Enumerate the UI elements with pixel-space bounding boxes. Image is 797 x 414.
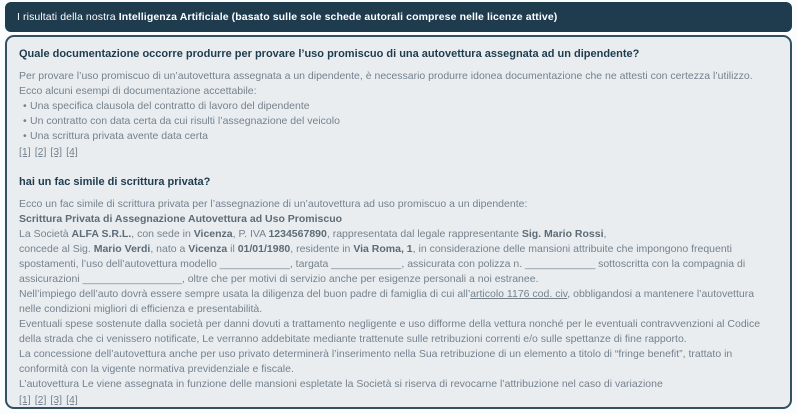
bullet-icon: • [23,130,27,142]
citation-link[interactable]: [1] [19,394,31,406]
answer-block [19,69,778,160]
body-text: , rappresentata dal legale rappresentante [326,228,522,240]
body-text: , con sede in [131,228,194,240]
body-text: , obbligandosi a mantenere l’autovettura nelle condizioni migliori di efficienza e presentabilità. [19,288,755,315]
section-spacer [19,160,778,173]
citation-link[interactable]: [4] [66,146,78,158]
body-text: La concessione dell’autovettura anche per uso privato determinerà l’inserimento nella Sua retribuzione di un elemento a titolo di “fringe benefit”, trattato in conformità con la vigente normativa previdenziale e fiscale. [19,348,733,375]
answer-block [19,197,778,408]
answer-paragraph [19,212,778,227]
body-text: , [603,228,607,240]
body-text: Ecco un fac simile di scrittura privata per l’assegnazione di un’autovettura ad uso promiscuo a un dipendente: [19,198,528,210]
answer-paragraph [19,377,778,392]
body-text: Nell’impiego dell’auto dovrà essere sempre usata la diligenza del buon padre di famiglia di cui all’ [19,288,471,300]
answer-paragraph [19,197,778,212]
body-text: , residente in [290,243,354,255]
answer-paragraph [19,317,778,347]
bold-text: Sig. Mario Rossi [521,228,604,240]
body-text: , in considerazione delle mansioni attribuite che impongono frequenti spostamenti, l’uso dell’autovettura modello ____________, targata ____________, assicurata con polizza n. ____________ sottoscritta con la compagnia di assicurazioni _________________, oltre che per motivi di servizio anche per esigenze personali a noi estranee. [19,243,746,285]
bullet-text: Una scrittura privata avente data certa [30,130,209,142]
body-text: Per provare l’uso promiscuo di un’autovettura assegnata a un dipendente, è necessario produrre idonea documentazione che ne attesti con certezza l’utilizzo. Ecco alcuni esempi di documentazione accettabile: [19,70,753,97]
body-text: , P. IVA [232,228,269,240]
answer-paragraph [19,242,778,287]
bold-text: 01/01/1980 [237,243,291,255]
bold-text: Via Roma, 1 [353,243,413,255]
bullet-item [19,129,778,144]
body-text: , nato a [150,243,189,255]
citation-link[interactable]: [3] [50,146,63,158]
inline-law-link[interactable]: articolo 1176 cod. civ [470,288,568,300]
citation-link[interactable]: [2] [34,146,47,158]
body-text: L’autovettura Le viene assegnata in funzione delle mansioni espletate la Società si riserva di revocarne l’attribuzione nel caso di variazione [19,378,663,390]
bold-text: ALFA S.R.L. [71,228,132,240]
citations-row [19,145,778,160]
bullet-text: Un contratto con data certa da cui risulti l’assegnazione del veicolo [30,115,340,127]
body-text: Eventuali spese sostenute dalla società per danni dovuti a trattamento negligente e uso difforme della vettura nonché per le eventuali contravvenzioni al Codice della strada che ci venissero notificate, Le verranno addebitate mediante trattenute sulle retribuzioni correnti e/o sulle spettanze di fine rapporto. [19,318,761,345]
answer-paragraph [19,69,778,99]
header-prefix-text: I risultati della nostra [17,11,116,23]
bullet-item [19,114,778,129]
citations-row [19,393,778,408]
body-text: concede al Sig. [19,243,94,255]
qa-list [19,47,778,408]
qa-panel [5,35,792,409]
citation-link[interactable]: [4] [66,394,78,406]
bold-text: Vicenza [188,243,228,255]
answer-paragraph [19,347,778,377]
body-text: La Società [19,228,72,240]
citation-link[interactable]: [2] [34,394,47,406]
bold-text: Vicenza [193,228,233,240]
bullet-icon: • [23,115,27,127]
bullet-icon: • [23,100,27,112]
bold-text: Scrittura Privata di Assegnazione Autovettura ad Uso Promiscuo [19,213,343,225]
ai-results-header [5,2,792,32]
bold-text: Mario Verdi [93,243,151,255]
body-text: il [227,243,238,255]
question-text: hai un fac simile di scrittura privata? [19,176,211,188]
bold-text: 1234567890 [268,228,327,240]
question-text: Quale documentazione occorre produrre per provare l’uso promiscuo di una autovettura assegnata ad un dipendente? [19,48,640,60]
answer-paragraph [19,287,778,317]
header-bold-text: Intelligenza Artificiale (basato sulle sole schede autorali comprese nelle licenze attive) [118,11,558,23]
citation-link[interactable]: [1] [19,146,31,158]
answer-paragraph [19,227,778,242]
citation-link[interactable]: [3] [50,394,63,406]
bullet-text: Una specifica clausola del contratto di lavoro del dipendente [30,100,310,112]
bullet-item [19,99,778,114]
